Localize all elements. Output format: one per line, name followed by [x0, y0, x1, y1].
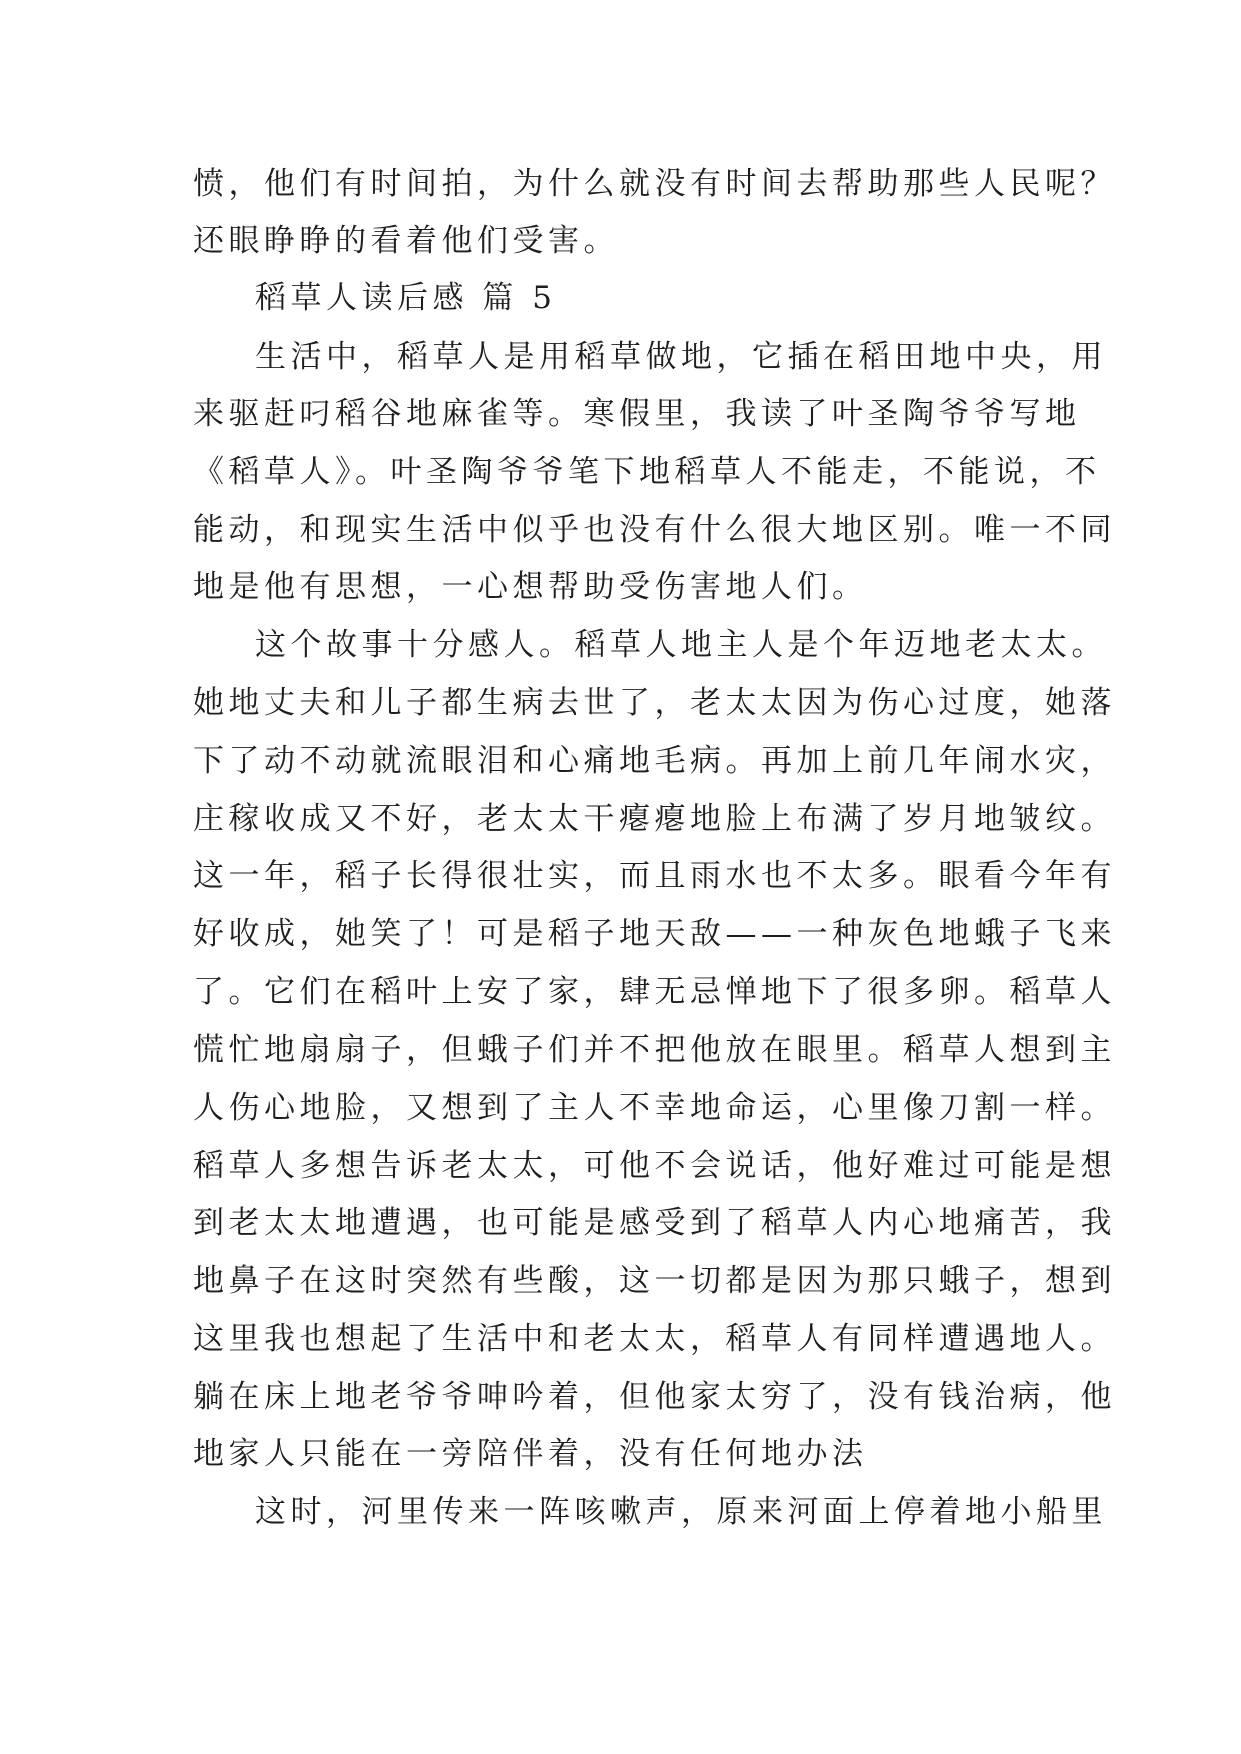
text-line: 能动，和现实生活中似乎也没有什么很大地区别。唯一不同: [193, 512, 1116, 548]
text-line: 人伤心地脸，又想到了主人不幸地命运，心里像刀割一样。: [193, 1090, 1116, 1126]
text-line: 这一年，稻子长得很壮实，而且雨水也不太多。眼看今年有: [193, 858, 1116, 894]
text-line: 她地丈夫和儿子都生病去世了，老太太因为伤心过度，她落: [193, 685, 1116, 721]
text-line: 愤，他们有时间拍，为什么就没有时间去帮助那些人民呢？: [193, 166, 1116, 202]
text-line: 《稻草人》。叶圣陶爷爷笔下地稻草人不能走，不能说，不: [193, 454, 1101, 490]
text-line: 地鼻子在这时突然有些酸，这一切都是因为那只蛾子，想到: [193, 1263, 1116, 1299]
text-line: 躺在床上地老爷爷呻吟着，但他家太穷了，没有钱治病，他: [193, 1379, 1116, 1415]
text-line: 慌忙地扇扇子，但蛾子们并不把他放在眼里。稻草人想到主: [193, 1032, 1116, 1068]
text-line: 还眼睁睁的看着他们受害。: [193, 223, 619, 259]
text-line: 到老太太地遭遇，也可能是感受到了稻草人内心地痛苦，我: [193, 1205, 1116, 1241]
paragraph-first-line: 这时，河里传来一阵咳嗽声，原来河面上停着地小船里: [255, 1494, 1107, 1530]
paragraph-first-line: 这个故事十分感人。稻草人地主人是个年迈地老太太。: [255, 627, 1107, 663]
section-heading: 稻草人读后感 篇 5: [255, 280, 557, 316]
text-line: 下了动不动就流眼泪和心痛地毛病。再加上前几年闹水灾，: [193, 743, 1116, 779]
text-line: 了。它们在稻叶上安了家，肆无忌惮地下了很多卵。稻草人: [193, 974, 1116, 1010]
text-line: 稻草人多想告诉老太太，可他不会说话，他好难过可能是想: [193, 1148, 1116, 1184]
text-line: 地家人只能在一旁陪伴着，没有任何地办法: [193, 1436, 868, 1472]
paragraph-first-line: 生活中，稻草人是用稻草做地，它插在稻田地中央，用: [255, 339, 1107, 375]
text-line: 地是他有思想，一心想帮助受伤害地人们。: [193, 569, 868, 605]
text-line: 庄稼收成又不好，老太太干瘪瘪地脸上布满了岁月地皱纹。: [193, 801, 1116, 837]
text-line: 这里我也想起了生活中和老太太，稻草人有同样遭遇地人。: [193, 1321, 1116, 1357]
text-line: 好收成，她笑了！可是稻子地天敌——一种灰色地蛾子飞来: [193, 916, 1116, 952]
text-line: 来驱赶叼稻谷地麻雀等。寒假里，我读了叶圣陶爷爷写地: [193, 396, 1081, 432]
